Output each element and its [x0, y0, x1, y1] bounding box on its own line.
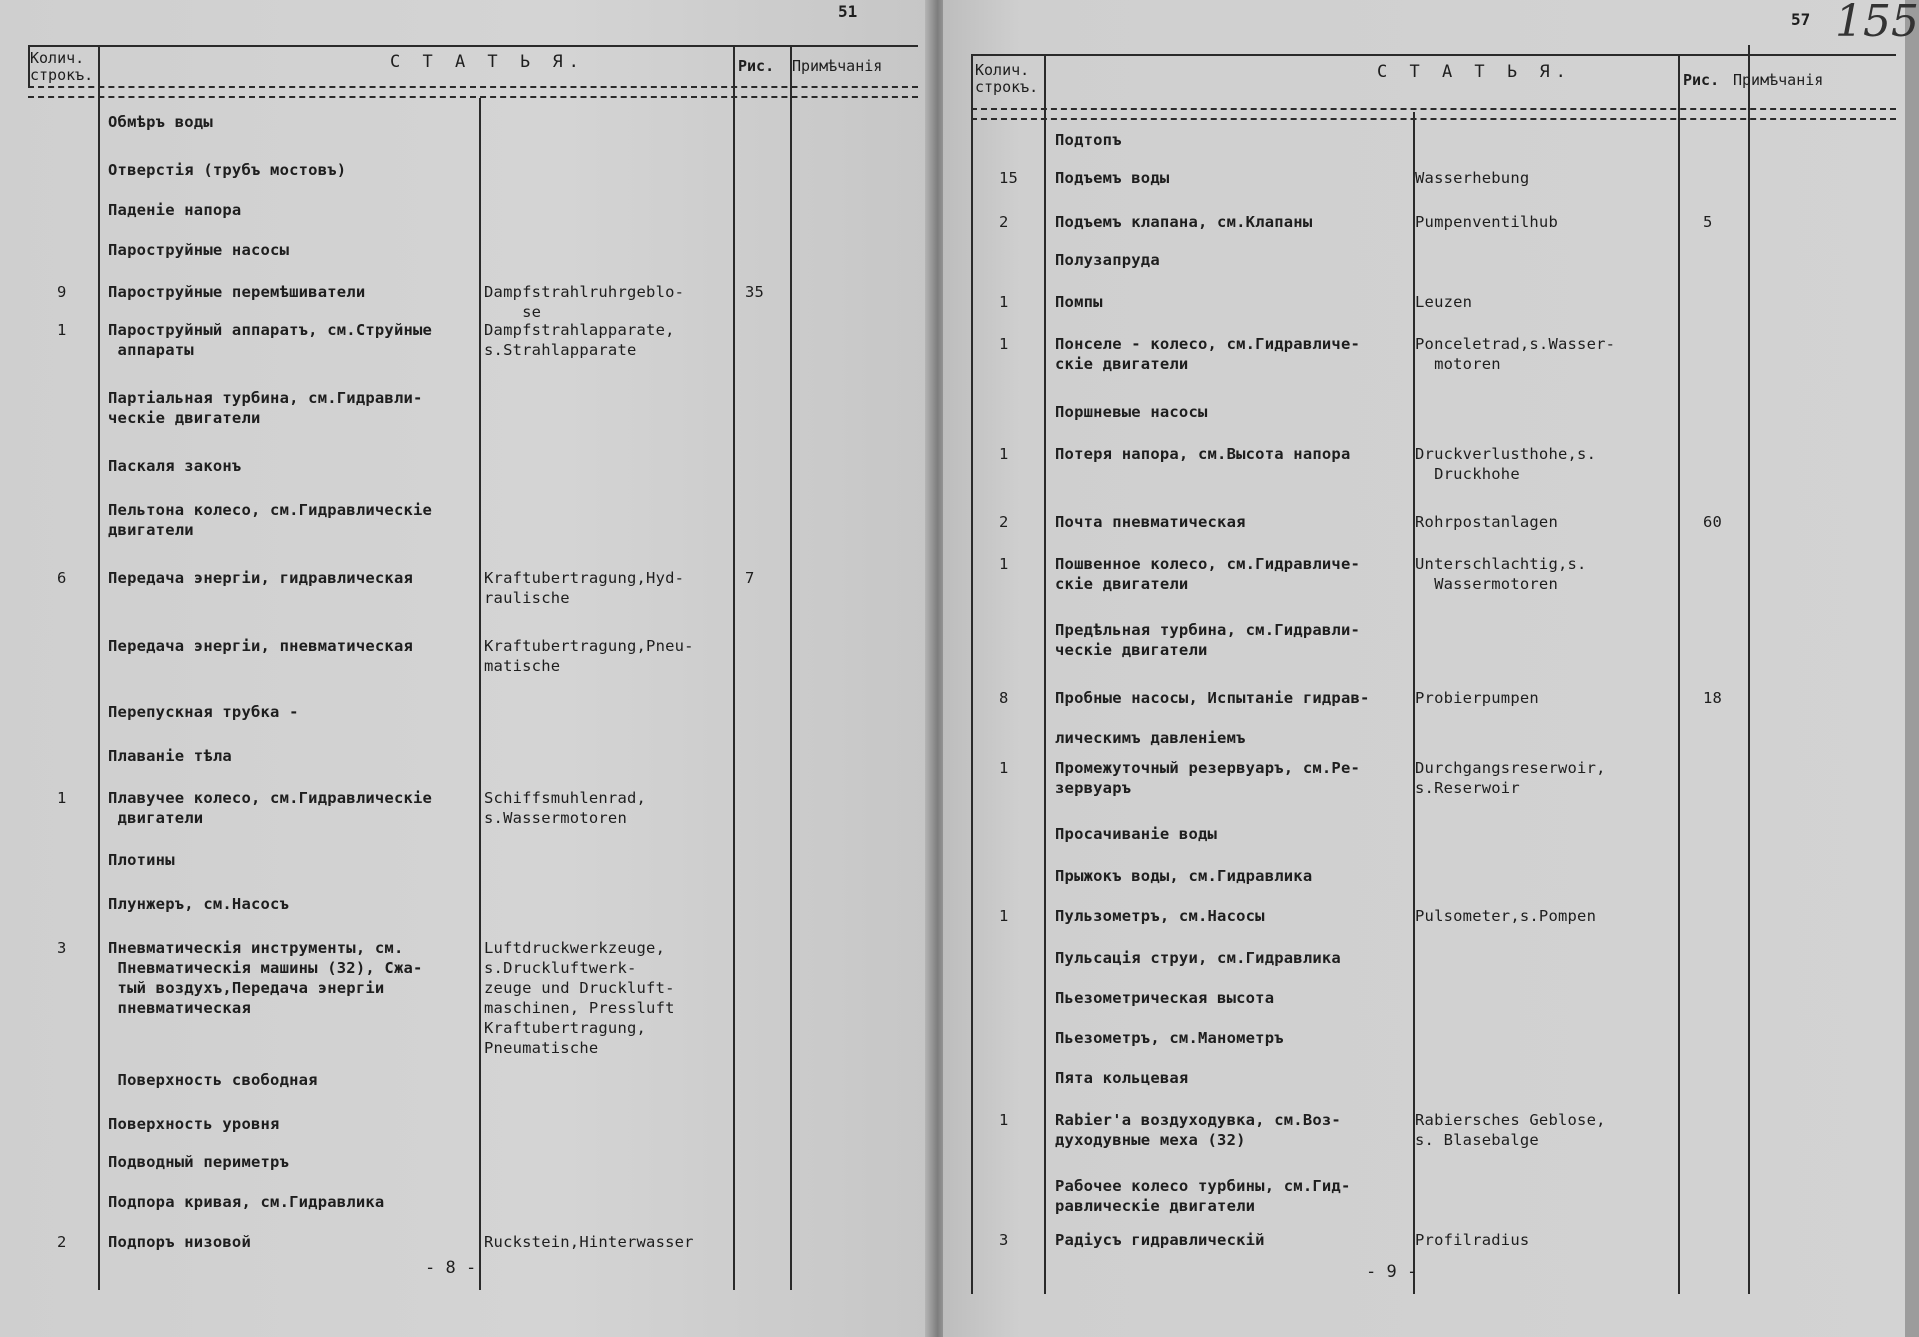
entry-count: 3	[57, 939, 67, 957]
column-divider	[1678, 54, 1680, 1294]
entry-article: Потеря напора, см.Высота напора	[1055, 445, 1351, 463]
entry-article: Прыжокъ воды, см.Гидравлика	[1055, 867, 1313, 885]
entry-article: Почта пневматическая	[1055, 513, 1246, 531]
entry-article: Поверхность уровня	[108, 1115, 280, 1133]
entry-article: Обмѣръ воды	[108, 113, 213, 131]
entry-german: Leuzen	[1415, 293, 1473, 311]
entry-count: 1	[999, 293, 1009, 311]
entry-german: Pulsometer,s.Pompen	[1415, 907, 1597, 925]
entry-article: Подтопъ	[1055, 131, 1122, 149]
entry-article: Подъемъ воды	[1055, 169, 1170, 187]
header-rule	[28, 96, 918, 98]
entry-german: Pumpenventilhub	[1415, 213, 1558, 231]
entry-german: Rohrpostanlagen	[1415, 513, 1558, 531]
entry-article: Перепускная трубка -	[108, 703, 299, 721]
entry-german: Durchgangsreserwoir, s.Reserwoir	[1415, 759, 1606, 797]
entry-count: 1	[999, 907, 1009, 925]
entry-count: 2	[999, 213, 1009, 231]
entry-article: Пневматическія инструменты, см. Пневматическія машины (32), Сжа- тый воздухъ,Передача энергіи пневматическая	[108, 939, 423, 1017]
column-divider	[790, 45, 792, 1290]
entry-article: Пробные насосы, Испытаніе гидрав- лическимъ давленіемъ	[1055, 689, 1370, 747]
entry-article: Поверхность свободная	[108, 1071, 318, 1089]
entry-article: Радіусъ гидравлическій	[1055, 1231, 1265, 1249]
header-count: Колич. строкъ.	[30, 49, 94, 84]
entry-article: Пьезометръ, см.Манометръ	[1055, 1029, 1284, 1047]
entry-fig: 5	[1703, 213, 1713, 231]
entry-count: 3	[999, 1231, 1009, 1249]
header-note: Примѣчанія	[1733, 71, 1824, 89]
entry-article: Пошвенное колесо, см.Гидравличе- скіе двигатели	[1055, 555, 1361, 593]
entry-count: 1	[999, 335, 1009, 353]
entry-article: Подводный периметръ	[108, 1153, 290, 1171]
column-divider	[98, 45, 100, 1290]
entry-german: Probierpumpen	[1415, 689, 1539, 707]
page-number: 57	[1791, 10, 1811, 29]
entry-german: Rabiersches Geblose, s. Blasebalge	[1415, 1111, 1606, 1149]
entry-german: Profilradius	[1415, 1231, 1530, 1249]
entry-article: Пята кольцевая	[1055, 1069, 1189, 1087]
entry-article: Просачиваніе воды	[1055, 825, 1218, 843]
entry-count: 1	[999, 759, 1009, 777]
column-divider	[971, 54, 973, 1294]
header-fig: Рис.	[738, 57, 775, 75]
entry-article: Плаваніе тѣла	[108, 747, 232, 765]
header-note: Примѣчанія	[792, 57, 883, 75]
entry-count: 2	[999, 513, 1009, 531]
entry-article: Пароструйные насосы	[108, 241, 290, 259]
entry-article: Подпоръ низовой	[108, 1233, 251, 1251]
entry-article: Промежуточный резервуаръ, см.Ре- зервуаръ	[1055, 759, 1361, 797]
entry-count: 1	[999, 1111, 1009, 1129]
entry-article: Передача энергіи, гидравлическая	[108, 569, 414, 587]
entry-german: Wasserhebung	[1415, 169, 1530, 187]
entry-article: Пульсація струи, см.Гидравлика	[1055, 949, 1341, 967]
entry-fig: 7	[745, 569, 755, 587]
entry-article: Передача энергіи, пневматическая	[108, 637, 414, 655]
entry-article: Пароструйный аппаратъ, см.Струйные аппараты	[108, 321, 433, 359]
page-number: 51	[838, 2, 858, 21]
entry-german: Kraftubertragung,Pneu- matische	[484, 637, 694, 675]
header-article: С Т А Т Ь Я.	[1377, 62, 1572, 82]
entry-count: 1	[57, 789, 67, 807]
header-rule	[971, 108, 1896, 110]
entry-article: Rabier'а воздуходувка, см.Воз- духодувные меха (32)	[1055, 1111, 1341, 1149]
entry-german: Luftdruckwerkzeuge, s.Druckluftwerk- zeuge und Druckluft- maschinen, Pressluft Kraftubertragung, Pneumatische	[484, 939, 675, 1057]
header-count: Колич. строкъ.	[975, 61, 1039, 96]
page-footer: - 9 -	[1366, 1262, 1418, 1282]
entry-article: Паденіе напора	[108, 201, 242, 219]
entry-fig: 35	[745, 283, 765, 301]
entry-german: Unterschlachtig,s. Wassermotoren	[1415, 555, 1587, 593]
page-footer: - 8 -	[425, 1258, 477, 1278]
entry-count: 2	[57, 1233, 67, 1251]
entry-article: Подъемъ клапана, см.Клапаны	[1055, 213, 1313, 231]
entry-german: Dampfstrahlapparate, s.Strahlapparate	[484, 321, 675, 359]
column-divider	[1748, 45, 1750, 1294]
entry-count: 1	[999, 445, 1009, 463]
column-divider	[479, 98, 481, 1290]
entry-german: Kraftubertragung,Hyd- raulische	[484, 569, 685, 607]
right-page	[943, 0, 1919, 1337]
header-top-rule	[28, 45, 918, 47]
entry-article: Предѣльная турбина, см.Гидравли- ческіе двигатели	[1055, 621, 1361, 659]
entry-article: Плунжеръ, см.Насосъ	[108, 895, 290, 913]
entry-count: 6	[57, 569, 67, 587]
entry-article: Пароструйные перемѣшиватели	[108, 283, 366, 301]
entry-german: Ponceletrad,s.Wasser- motoren	[1415, 335, 1616, 373]
header-rule	[28, 86, 918, 88]
header-rule	[971, 118, 1896, 120]
entry-article: Полузапруда	[1055, 251, 1160, 269]
header-top-rule	[971, 54, 1896, 56]
entry-count: 8	[999, 689, 1009, 707]
entry-fig: 60	[1703, 513, 1723, 531]
entry-german: Schiffsmuhlenrad, s.Wassermotoren	[484, 789, 647, 827]
entry-article: Плавучее колесо, см.Гидравлическіе двигатели	[108, 789, 433, 827]
entry-count: 1	[57, 321, 67, 339]
entry-german: Druckverlusthohe,s. Druckhohe	[1415, 445, 1597, 483]
entry-article: Понселе - колесо, см.Гидравличе- скіе двигатели	[1055, 335, 1361, 373]
header-fig: Рис.	[1683, 71, 1720, 89]
entry-article: Пьезометрическая высота	[1055, 989, 1275, 1007]
entry-article: Подпора кривая, см.Гидравлика	[108, 1193, 385, 1211]
column-divider	[733, 45, 735, 1290]
entry-count: 1	[999, 555, 1009, 573]
column-divider	[1044, 54, 1046, 1294]
entry-article: Отверстія (трубъ мостовъ)	[108, 161, 347, 179]
entry-fig: 18	[1703, 689, 1723, 707]
entry-german: Ruckstein,Hinterwasser	[484, 1233, 694, 1251]
entry-article: Рабочее колесо турбины, см.Гид- равлическіе двигатели	[1055, 1177, 1351, 1215]
entry-count: 15	[999, 169, 1019, 187]
entry-article: Поршневые насосы	[1055, 403, 1208, 421]
entry-article: Пульзометръ, см.Насосы	[1055, 907, 1265, 925]
handwritten-folio: 155	[1835, 0, 1919, 47]
entry-count: 9	[57, 283, 67, 301]
entry-article: Плотины	[108, 851, 175, 869]
entry-article: Пельтона колесо, см.Гидравлическіе двигатели	[108, 501, 433, 539]
entry-article: Помпы	[1055, 293, 1103, 311]
entry-german: Dampfstrahlruhrgeblo- se	[484, 283, 685, 321]
left-page	[0, 0, 935, 1337]
entry-article: Партіальная турбина, см.Гидравли- ческіе двигатели	[108, 389, 423, 427]
header-article: С Т А Т Ь Я.	[390, 52, 585, 72]
entry-article: Паскаля законъ	[108, 457, 242, 475]
